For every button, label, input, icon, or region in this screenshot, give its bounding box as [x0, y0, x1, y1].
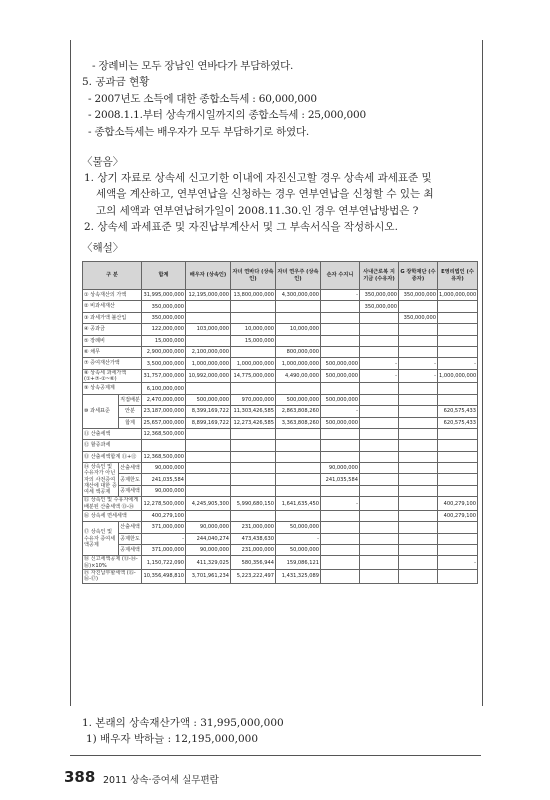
table-cell	[321, 451, 360, 462]
table-cell: 411,329,025	[186, 556, 231, 570]
table-cell: 970,000,000	[231, 394, 276, 405]
table-cell	[186, 485, 231, 496]
table-cell: 10,000,000	[276, 324, 321, 335]
table-row	[83, 451, 478, 462]
table-cell: 50,000,000	[276, 545, 321, 556]
table-row	[83, 394, 478, 405]
question-line: 고의 세액과 연부연납허가일이 2008.11.30.인 경우 연부연납방법은 ?	[96, 205, 419, 217]
table-row	[83, 358, 478, 369]
table-cell	[399, 497, 438, 511]
row-label: ⑲ 자진납부할세액 (⑮-⑯-⑰)	[83, 569, 142, 583]
row-label: ⑪ 산출세액	[83, 428, 142, 439]
table-cell	[438, 324, 478, 335]
table-row	[83, 510, 478, 521]
table-cell	[186, 463, 231, 474]
table-cell: 371,000,000	[142, 545, 186, 556]
table-cell: 12,368,500,000	[142, 428, 186, 439]
table-cell	[231, 510, 276, 521]
intro-line: - 장례비는 모두 장남인 연바다가 부담하였다.	[92, 60, 294, 72]
table-cell	[231, 440, 276, 451]
intro-line: - 종합소득세는 배우자가 모두 부담하기로 하였다.	[88, 126, 310, 138]
book-title: 2011 상속·증여세 실무편람	[103, 775, 219, 786]
table-cell	[360, 335, 399, 346]
table-cell: 500,000,000	[321, 417, 360, 428]
table-cell	[321, 428, 360, 439]
table-cell: 4,245,905,300	[186, 497, 231, 511]
table-cell: 580,356,944	[231, 556, 276, 570]
table-cell	[438, 383, 478, 394]
table-cell: 90,000,000	[186, 545, 231, 556]
row-label: ⑮ 상속인 및 수유자에게 배분된 산출세액 ⑬-⑭	[83, 497, 142, 511]
table-cell	[399, 556, 438, 570]
table-cell	[186, 383, 231, 394]
table-cell: 4,490,00,000	[276, 369, 321, 383]
row-sublabel: 산출세액	[119, 463, 142, 474]
table-cell: 31,995,000,000	[142, 290, 186, 301]
table-cell	[231, 428, 276, 439]
table-cell	[438, 569, 478, 583]
table-cell	[438, 533, 478, 544]
table-cell	[399, 440, 438, 451]
table-cell: 620,575,433	[438, 406, 478, 417]
table-cell	[321, 510, 360, 521]
table-cell	[438, 545, 478, 556]
table-cell	[360, 406, 399, 417]
table-cell	[360, 497, 399, 511]
table-cell	[399, 474, 438, 485]
table-cell: 12,278,500,000	[142, 497, 186, 511]
table-cell: -	[438, 556, 478, 570]
table-cell	[399, 428, 438, 439]
table-cell	[231, 383, 276, 394]
table-cell	[231, 474, 276, 485]
col-header: 자녀 연우주 (상속인)	[276, 262, 321, 290]
table-cell	[231, 485, 276, 496]
table-cell: 10,000,000	[231, 324, 276, 335]
table-row	[83, 335, 478, 346]
table-cell	[321, 485, 360, 496]
table-cell: 122,000,000	[142, 324, 186, 335]
col-header: 손자 수지니	[321, 262, 360, 290]
table-cell	[276, 335, 321, 346]
table-cell	[360, 533, 399, 544]
table-cell	[360, 556, 399, 570]
table-cell	[276, 301, 321, 312]
table-cell: -	[276, 533, 321, 544]
table-cell: 5,990,680,150	[231, 497, 276, 511]
row-sublabel: 합계	[119, 417, 142, 428]
table-cell	[360, 510, 399, 521]
row-sublabel: 산출세액	[119, 522, 142, 533]
question-heading: 〈물음〉	[82, 156, 124, 168]
table-cell	[438, 394, 478, 405]
table-cell	[360, 569, 399, 583]
table-cell	[399, 335, 438, 346]
table-cell: 3,363,808,260	[276, 417, 321, 428]
table-cell: 1,000,000,000	[438, 369, 478, 383]
table-cell: 231,000,000	[231, 545, 276, 556]
table-cell: -	[360, 369, 399, 383]
row-label: ⑰ 상속인 및 수유자 증여세 액공제	[83, 522, 119, 556]
table-cell: -	[321, 497, 360, 511]
table-cell: 500,000,000	[321, 369, 360, 383]
row-sublabel: 공제세액	[119, 545, 142, 556]
table-row	[83, 406, 478, 417]
table-cell	[186, 474, 231, 485]
table-cell: 14,775,000,000	[231, 369, 276, 383]
row-label: ⑱ 신고세액공제 (⑬-⑭-⑯)×10%	[83, 556, 142, 570]
table-cell: 8,399,169,722	[186, 406, 231, 417]
table-cell: 90,000,000	[186, 522, 231, 533]
after-line: 1) 배우자 박하늘 : 12,195,000,000	[86, 733, 259, 745]
table-row	[83, 522, 478, 533]
table-cell	[438, 335, 478, 346]
table-cell	[360, 485, 399, 496]
table-cell: 11,303,426,585	[231, 406, 276, 417]
table-row	[83, 324, 478, 335]
question-line: 2. 상속세 과세표준 및 자진납부계산서 및 그 부속서식을 작성하시오.	[84, 221, 398, 233]
table-row	[83, 474, 478, 485]
table-cell	[399, 406, 438, 417]
table-cell	[399, 346, 438, 357]
table-cell: 1,000,000,000	[438, 290, 478, 301]
table-cell: 4,300,000,000	[276, 290, 321, 301]
table-row	[83, 312, 478, 323]
table-cell: 1,150,722,090	[142, 556, 186, 570]
row-sublabel: 공제한도	[119, 474, 142, 485]
table-cell: 8,899,169,722	[186, 417, 231, 428]
row-label: ④ 공과금	[83, 324, 142, 335]
table-cell	[276, 428, 321, 439]
table-cell: 350,000,000	[399, 290, 438, 301]
table-cell	[276, 451, 321, 462]
table-cell	[186, 440, 231, 451]
table-cell	[399, 485, 438, 496]
table-cell	[438, 312, 478, 323]
table-cell: 12,273,426,585	[231, 417, 276, 428]
row-label: ⑦ 증여재산가액	[83, 358, 142, 369]
table-row	[83, 463, 478, 474]
table-cell	[399, 463, 438, 474]
table-cell	[276, 383, 321, 394]
col-header: 사내근로복 지기금 (수유자)	[360, 262, 399, 290]
table-row	[83, 485, 478, 496]
table-cell	[360, 545, 399, 556]
table-cell: -	[321, 406, 360, 417]
table-cell	[321, 301, 360, 312]
table-cell	[186, 301, 231, 312]
table-cell	[231, 463, 276, 474]
table-cell: 244,040,274	[186, 533, 231, 544]
row-label: ⑭ 상속인 및 수유자가 아닌 자의 사전증여 재산에 대한 증여세 액공제	[84, 463, 117, 496]
table-cell: 15,000,000	[231, 335, 276, 346]
table-row	[83, 497, 478, 511]
table-cell	[186, 451, 231, 462]
after-line: 1. 본래의 상속재산가액 : 31,995,000,000	[82, 717, 284, 729]
row-sublabel: 안분	[119, 406, 142, 417]
table-cell: 31,757,000,000	[142, 369, 186, 383]
table-cell	[186, 335, 231, 346]
table-cell: 350,000,000	[360, 301, 399, 312]
table-cell	[360, 440, 399, 451]
table-cell: 15,000,000	[142, 335, 186, 346]
table-cell: 103,000,000	[186, 324, 231, 335]
table-cell: 371,000,000	[142, 522, 186, 533]
table-cell: 2,900,000,000	[142, 346, 186, 357]
table-cell	[321, 324, 360, 335]
row-label: ⑥ 채무	[83, 346, 142, 357]
table-cell: -	[399, 369, 438, 383]
row-sublabel: 공제한도	[119, 533, 142, 544]
table-cell	[438, 301, 478, 312]
table-cell	[399, 522, 438, 533]
table-cell	[321, 335, 360, 346]
col-header: 합계	[142, 262, 186, 290]
table-cell	[321, 545, 360, 556]
table-cell: 23,187,000,000	[142, 406, 186, 417]
table-cell	[321, 346, 360, 357]
table-cell	[399, 383, 438, 394]
table-cell: 400,279,100	[438, 510, 478, 521]
table-cell	[321, 522, 360, 533]
table-cell: 10,992,000,000	[186, 369, 231, 383]
table-cell: 12,195,000,000	[186, 290, 231, 301]
page-number: 388	[64, 768, 96, 786]
table-cell	[276, 474, 321, 485]
table-cell	[360, 346, 399, 357]
table-cell	[231, 301, 276, 312]
table-cell	[360, 324, 399, 335]
intro-heading: 5. 공과금 현황	[82, 76, 150, 88]
table-row	[83, 569, 478, 583]
table-cell	[321, 440, 360, 451]
table-cell: 1,641,635,450	[276, 497, 321, 511]
col-header: 배우자 (상속인)	[186, 262, 231, 290]
table-cell: 2,863,808,260	[276, 406, 321, 417]
row-label: ② 비과세재산	[83, 301, 142, 312]
table-cell	[186, 510, 231, 521]
table-cell	[438, 463, 478, 474]
table-cell	[360, 451, 399, 462]
table-cell: -	[438, 358, 478, 369]
table-row	[83, 346, 478, 357]
table-cell	[321, 569, 360, 583]
table-cell	[321, 556, 360, 570]
table-cell	[231, 312, 276, 323]
table-cell	[399, 394, 438, 405]
table-cell	[186, 428, 231, 439]
table-cell	[276, 485, 321, 496]
row-label: ⑬ 산출세액합계 ⑪+⑫	[83, 451, 142, 462]
table-cell: 1,000,000,000	[186, 358, 231, 369]
table-cell	[321, 383, 360, 394]
table-cell	[360, 417, 399, 428]
table-cell: 3,701,961,234	[186, 569, 231, 583]
table-cell: 231,000,000	[231, 522, 276, 533]
table-cell	[399, 301, 438, 312]
table-cell	[360, 474, 399, 485]
table-cell: 400,279,100	[438, 497, 478, 511]
table-cell: 3,500,000,000	[142, 358, 186, 369]
table-cell	[399, 569, 438, 583]
row-label: ⑤ 장례비	[83, 335, 142, 346]
table-cell	[438, 451, 478, 462]
table-row	[83, 383, 478, 394]
table-cell	[186, 312, 231, 323]
table-cell: 1,431,325,089	[276, 569, 321, 583]
table-header-row	[83, 262, 478, 290]
table-row	[83, 290, 478, 301]
table-cell: 800,000,000	[276, 346, 321, 357]
question-line: 1. 상기 자료로 상속세 신고기한 이내에 자진신고할 경우 상속세 과세표준 및	[84, 172, 432, 184]
table-cell	[231, 346, 276, 357]
table-cell	[360, 394, 399, 405]
table-cell	[438, 485, 478, 496]
table-cell	[438, 440, 478, 451]
table-cell	[399, 324, 438, 335]
table-cell: 350,000,000	[360, 290, 399, 301]
table-cell: 350,000,000	[142, 312, 186, 323]
table-cell: 400,279,100	[142, 510, 186, 521]
table-cell	[399, 545, 438, 556]
table-cell: 241,035,584	[321, 474, 360, 485]
table-cell	[360, 383, 399, 394]
row-label: ⑯ 상속세 면세세액	[83, 510, 142, 521]
table-cell: 500,000,000	[321, 394, 360, 405]
table-cell: 90,000,000	[321, 463, 360, 474]
table-cell: 2,100,000,000	[186, 346, 231, 357]
row-label: ⑧ 상속세 과세가액 (①+⑦-②~⑥)	[83, 369, 142, 383]
table-cell	[399, 417, 438, 428]
table-cell: -	[142, 533, 186, 544]
table-cell: -	[360, 358, 399, 369]
table-cell	[276, 440, 321, 451]
table-cell: 500,000,000	[321, 358, 360, 369]
table-cell	[399, 451, 438, 462]
row-label: ① 상속재산의 가액	[83, 290, 142, 301]
table-cell	[438, 474, 478, 485]
intro-line: - 2007년도 소득에 대한 종합소득세 : 60,000,000	[88, 93, 317, 105]
table-cell: 90,000,000	[142, 463, 186, 474]
table-cell	[360, 522, 399, 533]
table-cell: 2,470,000,000	[142, 394, 186, 405]
table-row	[83, 417, 478, 428]
footer-rule	[70, 755, 481, 756]
row-sublabel: 공제세액	[119, 485, 142, 496]
col-header: G 장학재단 (수증자)	[399, 262, 438, 290]
table-cell: 500,000,000	[276, 394, 321, 405]
col-header: E영리법인 (수유자)	[438, 262, 478, 290]
intro-line: - 2008.1.1.부터 상속개시일까지의 종합소득세 : 25,000,000	[88, 109, 366, 121]
table-cell: 159,086,121	[276, 556, 321, 570]
table-cell: 241,035,584	[142, 474, 186, 485]
table-cell	[142, 440, 186, 451]
col-header: 자녀 연바다 (상속인)	[231, 262, 276, 290]
row-label: ⑫ 할증과세	[83, 440, 142, 451]
table-cell: 25,657,000,000	[142, 417, 186, 428]
table-cell	[360, 312, 399, 323]
table-row	[83, 428, 478, 439]
table-cell	[438, 522, 478, 533]
question-line: 세액을 계산하고, 연부연납을 신청하는 경우 연부연납을 신청할 수 있는 최	[96, 188, 434, 200]
table-cell: -	[399, 358, 438, 369]
table-cell	[399, 510, 438, 521]
answer-heading: 〈해설〉	[82, 242, 124, 254]
table-row	[83, 556, 478, 570]
table-cell	[360, 428, 399, 439]
table-cell: 6,100,000,000	[142, 383, 186, 394]
table-cell: 500,000,000	[186, 394, 231, 405]
table-cell: 13,800,000,000	[231, 290, 276, 301]
table-cell: 90,000,000	[142, 485, 186, 496]
table-row	[83, 545, 478, 556]
col-header: 구 분	[83, 262, 142, 290]
table-cell: 350,000,000	[399, 312, 438, 323]
table-cell: 473,438,630	[231, 533, 276, 544]
table-cell	[231, 451, 276, 462]
table-cell: 12,368,500,000	[142, 451, 186, 462]
table-cell: 350,000,000	[142, 301, 186, 312]
table-cell: 5,223,222,497	[231, 569, 276, 583]
table-row	[83, 301, 478, 312]
table-cell: 620,575,433	[438, 417, 478, 428]
table-row	[83, 440, 478, 451]
tax-calculation-table	[82, 261, 478, 584]
table-cell: -	[321, 290, 360, 301]
row-label: ⑨ 상속공제계	[83, 383, 142, 394]
table-cell	[360, 463, 399, 474]
row-label: ③ 과세가액 불산입	[83, 312, 142, 323]
table-row	[83, 369, 478, 383]
table-cell	[276, 510, 321, 521]
table-cell	[438, 346, 478, 357]
table-cell: 1,000,000,000	[276, 358, 321, 369]
table-cell	[399, 533, 438, 544]
table-cell	[321, 533, 360, 544]
table-cell: 1,000,000,000	[231, 358, 276, 369]
row-label: ⑩ 과세표준	[83, 394, 119, 428]
table-cell	[276, 463, 321, 474]
table-cell	[321, 312, 360, 323]
row-sublabel: 직접배분	[119, 394, 142, 405]
table-cell	[438, 428, 478, 439]
table-cell	[276, 312, 321, 323]
table-cell: 50,000,000	[276, 522, 321, 533]
table-row	[83, 533, 478, 544]
table-cell: 10,356,498,810	[142, 569, 186, 583]
